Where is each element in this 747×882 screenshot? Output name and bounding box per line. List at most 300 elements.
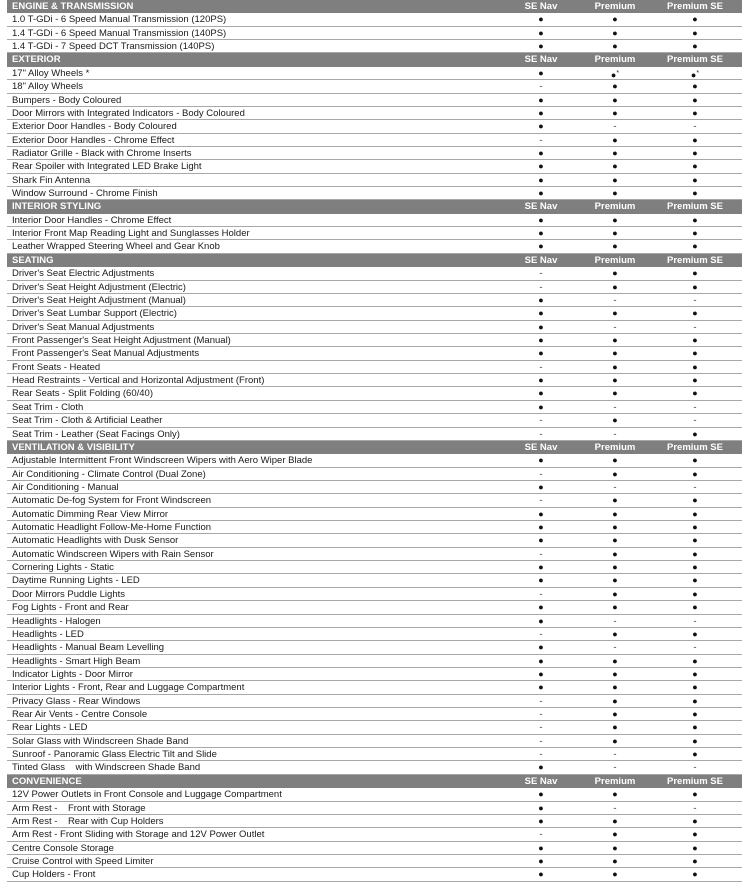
standard-feature-icon <box>506 334 576 347</box>
not-available-dash: - <box>613 481 617 493</box>
feature-label: Radiator Grille - Black with Chrome Inserts <box>12 147 192 159</box>
table-row <box>7 120 742 133</box>
bullet-icon: ● <box>692 107 698 118</box>
feature-label: Automatic Headlight Follow-Me-Home Function <box>12 522 212 534</box>
bullet-icon: ● <box>612 735 618 746</box>
bullet-icon: ● <box>692 856 698 866</box>
feature-label: Front Seats - Heated <box>12 361 101 373</box>
not-available-dash: - <box>613 749 617 761</box>
bullet-icon: ● <box>538 802 544 813</box>
standard-feature-icon <box>506 454 576 467</box>
bullet-icon: ● <box>612 682 618 693</box>
not-available-dash: - <box>693 294 697 306</box>
bullet-icon: ● <box>612 268 618 279</box>
column-header-premium-se: Premium SE <box>667 54 723 66</box>
table-row <box>7 548 742 561</box>
bullet-icon: ● <box>612 722 618 733</box>
bullet-icon: ● <box>612 655 618 666</box>
standard-feature-icon <box>506 307 576 320</box>
bullet-icon: ● <box>612 548 618 559</box>
standard-feature-icon <box>580 187 650 200</box>
bullet-icon: ● <box>692 455 698 466</box>
bullet-icon: ● <box>538 508 544 519</box>
column-header-premium: Premium <box>594 254 636 266</box>
section-header-ventilation-visibility <box>7 441 742 454</box>
column-header-premium-se: Premium SE <box>667 775 723 787</box>
column-header-premium: Premium <box>594 54 636 66</box>
standard-feature-icon <box>660 561 730 574</box>
feature-label: Driver's Seat Manual Adjustments <box>12 321 155 333</box>
standard-feature-icon <box>660 534 730 547</box>
bullet-icon: ● <box>612 628 618 639</box>
feature-label: Daytime Running Lights - LED <box>12 575 140 587</box>
not-available-dash: - <box>693 321 697 333</box>
feature-label: 1.4 T-GDi - 7 Speed DCT Transmission (140PS) <box>12 41 215 53</box>
bullet-icon: ● <box>538 294 544 305</box>
standard-feature-icon <box>506 815 576 828</box>
standard-feature-icon <box>506 214 576 227</box>
bullet-icon: ● <box>538 121 544 132</box>
section-header-interior-styling <box>7 200 742 213</box>
standard-feature-icon <box>580 721 650 734</box>
standard-feature-icon <box>580 267 650 280</box>
standard-feature-icon <box>580 94 650 107</box>
table-row <box>7 334 742 347</box>
bullet-icon: ● <box>538 228 544 239</box>
standard-feature-icon <box>506 94 576 107</box>
not-available-dash: - <box>539 268 543 280</box>
bullet-icon: ● <box>538 562 544 573</box>
table-row <box>7 588 742 601</box>
column-header-premium-se: Premium SE <box>667 201 723 213</box>
footnote-asterisk: * <box>696 69 700 77</box>
standard-feature-icon <box>580 40 650 53</box>
standard-feature-icon <box>506 294 576 307</box>
standard-feature-icon <box>580 214 650 227</box>
bullet-icon: ● <box>538 401 544 412</box>
bullet-icon: ● <box>538 762 544 773</box>
standard-feature-icon <box>506 401 576 414</box>
standard-feature-icon <box>506 601 576 614</box>
standard-feature-icon <box>580 628 650 641</box>
standard-feature-icon <box>660 147 730 160</box>
bullet-icon: ● <box>690 69 697 80</box>
standard-feature-icon <box>506 27 576 40</box>
standard-feature-icon <box>660 628 730 641</box>
bullet-icon: ● <box>612 81 618 92</box>
bullet-icon: ● <box>612 668 618 679</box>
table-row <box>7 641 742 654</box>
column-header-premium: Premium <box>594 441 636 453</box>
table-row <box>7 27 742 40</box>
table-row <box>7 321 742 334</box>
standard-feature-icon <box>506 147 576 160</box>
standard-feature-icon <box>506 160 576 173</box>
bullet-icon: ● <box>538 375 544 386</box>
table-row <box>7 628 742 641</box>
feature-label: Headlights - Manual Beam Levelling <box>12 642 165 654</box>
bullet-icon: ● <box>692 548 698 559</box>
bullet-icon: ● <box>538 642 544 653</box>
standard-feature-icon <box>580 842 650 855</box>
feature-label: Exterior Door Handles - Body Coloured <box>12 121 177 133</box>
bullet-icon: ● <box>612 241 618 252</box>
bullet-icon: ● <box>612 161 618 172</box>
bullet-icon: ● <box>692 147 698 158</box>
bullet-icon: ● <box>538 815 544 826</box>
not-available-dash: - <box>613 294 617 306</box>
bullet-icon: ● <box>612 361 618 372</box>
bullet-icon: ● <box>538 188 544 199</box>
section-title: EXTERIOR <box>12 54 61 66</box>
feature-label: Bumpers - Body Coloured <box>12 94 122 106</box>
standard-feature-icon <box>580 13 650 26</box>
standard-feature-icon <box>660 855 730 868</box>
standard-feature-icon <box>580 387 650 400</box>
standard-feature-icon <box>506 347 576 360</box>
bullet-icon: ● <box>612 334 618 345</box>
bullet-icon: ● <box>692 668 698 679</box>
table-row <box>7 67 742 80</box>
bullet-icon: ● <box>538 856 544 866</box>
standard-feature-icon <box>506 174 576 187</box>
feature-label: Centre Console Storage <box>12 842 114 854</box>
standard-feature-icon <box>580 868 650 881</box>
section-title: INTERIOR STYLING <box>12 201 102 213</box>
feature-label: Fog Lights - Front and Rear <box>12 602 129 614</box>
bullet-icon: ● <box>612 27 618 38</box>
bullet-icon: ● <box>692 562 698 573</box>
standard-feature-icon <box>506 668 576 681</box>
not-available-dash: - <box>613 762 617 774</box>
feature-label: Interior Door Handles - Chrome Effect <box>12 214 172 226</box>
bullet-icon: ● <box>538 655 544 666</box>
feature-label: Arm Rest - Front Sliding with Storage and 12V Power Outlet <box>12 829 265 841</box>
bullet-icon: ● <box>692 789 698 800</box>
bullet-icon: ● <box>692 735 698 746</box>
feature-label: Automatic Headlights with Dusk Sensor <box>12 535 179 547</box>
table-row <box>7 668 742 681</box>
bullet-icon: ● <box>612 829 618 840</box>
table-row <box>7 227 742 240</box>
feature-label: 1.0 T-GDi - 6 Speed Manual Transmission (120PS) <box>12 14 227 26</box>
standard-feature-icon <box>580 147 650 160</box>
standard-feature-icon <box>660 721 730 734</box>
bullet-icon: ● <box>692 268 698 279</box>
standard-feature-icon <box>506 868 576 881</box>
bullet-icon: ● <box>612 134 618 145</box>
feature-label: Leather Wrapped Steering Wheel and Gear Knob <box>12 241 220 253</box>
standard-feature-icon <box>660 107 730 120</box>
standard-feature-icon <box>660 655 730 668</box>
bullet-icon: ● <box>612 415 618 426</box>
bullet-icon: ● <box>692 214 698 225</box>
bullet-icon: ● <box>612 94 618 105</box>
standard-feature-icon <box>660 187 730 200</box>
section-title: ENGINE & TRANSMISSION <box>12 1 134 12</box>
bullet-icon: ● <box>538 348 544 359</box>
table-row <box>7 615 742 628</box>
feature-label: Seat Trim - Cloth <box>12 401 84 413</box>
standard-feature-icon <box>660 548 730 561</box>
table-row <box>7 735 742 748</box>
bullet-icon: ● <box>612 588 618 599</box>
column-header-premium: Premium <box>594 775 636 787</box>
table-row <box>7 521 742 534</box>
standard-feature-icon <box>660 40 730 53</box>
table-row <box>7 828 742 841</box>
standard-feature-icon <box>506 842 576 855</box>
not-available-dash: - <box>613 321 617 333</box>
bullet-icon: ● <box>612 147 618 158</box>
bullet-icon: ● <box>538 214 544 225</box>
standard-feature-icon <box>580 815 650 828</box>
standard-feature-icon <box>580 160 650 173</box>
bullet-icon: ● <box>692 188 698 199</box>
bullet-icon: ● <box>538 481 544 492</box>
standard-feature-icon <box>660 80 730 93</box>
bullet-icon: ● <box>692 655 698 666</box>
not-available-dash: - <box>613 428 617 440</box>
bullet-icon: ● <box>692 428 698 439</box>
table-row <box>7 855 742 868</box>
table-row <box>7 267 742 280</box>
standard-feature-icon <box>580 708 650 721</box>
standard-feature-icon <box>580 134 650 147</box>
feature-label: Privacy Glass - Rear Windows <box>12 695 141 707</box>
column-header-se-nav: SE Nav <box>524 1 558 12</box>
standard-feature-icon <box>506 187 576 200</box>
bullet-icon: ● <box>692 14 698 25</box>
bullet-icon: ● <box>612 869 618 880</box>
not-available-dash: - <box>613 802 617 814</box>
standard-feature-icon <box>506 40 576 53</box>
bullet-icon: ● <box>692 94 698 105</box>
feature-label: Rear Lights - LED <box>12 722 88 734</box>
feature-label: Rear Spoiler with Integrated LED Brake Light <box>12 161 202 173</box>
table-row <box>7 761 742 774</box>
standard-feature-icon <box>506 321 576 334</box>
standard-feature-icon <box>660 374 730 387</box>
feature-label: Automatic Dimming Rear View Mirror <box>12 508 169 520</box>
bullet-icon: ● <box>692 281 698 292</box>
bullet-icon: ● <box>538 107 544 118</box>
standard-feature-icon <box>580 468 650 481</box>
table-row <box>7 695 742 708</box>
feature-label: Rear Seats - Split Folding (60/40) <box>12 388 153 400</box>
standard-feature-icon <box>580 361 650 374</box>
bullet-icon: ● <box>538 869 544 880</box>
standard-feature-icon <box>506 788 576 801</box>
bullet-icon: ● <box>692 174 698 185</box>
standard-feature-icon <box>580 80 650 93</box>
bullet-icon: ● <box>538 535 544 546</box>
feature-label: Driver's Seat Height Adjustment (Manual) <box>12 294 186 306</box>
bullet-icon: ● <box>538 94 544 105</box>
table-row <box>7 374 742 387</box>
bullet-icon: ● <box>612 602 618 613</box>
bullet-icon: ● <box>538 668 544 679</box>
table-row <box>7 428 742 441</box>
bullet-icon: ● <box>612 789 618 800</box>
standard-feature-icon <box>506 240 576 253</box>
table-row <box>7 494 742 507</box>
feature-label: Door Mirrors with Integrated Indicators - Body Coloured <box>12 107 245 119</box>
bullet-icon: ● <box>692 495 698 506</box>
standard-feature-icon <box>506 534 576 547</box>
table-row <box>7 481 742 494</box>
standard-feature-icon <box>660 240 730 253</box>
bullet-icon: ● <box>612 856 618 866</box>
standard-feature-icon <box>660 708 730 721</box>
standard-feature-icon <box>580 307 650 320</box>
standard-feature-icon <box>580 454 650 467</box>
standard-feature-icon <box>660 574 730 587</box>
table-row <box>7 574 742 587</box>
standard-feature-icon <box>580 494 650 507</box>
table-row <box>7 294 742 307</box>
standard-feature-icon <box>660 588 730 601</box>
bullet-icon: ● <box>692 628 698 639</box>
table-row <box>7 468 742 481</box>
column-header-premium-se: Premium SE <box>667 441 723 453</box>
table-row <box>7 281 742 294</box>
bullet-icon: ● <box>612 695 618 706</box>
section-title: VENTILATION & VISIBILITY <box>12 441 135 453</box>
bullet-icon: ● <box>612 468 618 479</box>
standard-feature-icon <box>580 174 650 187</box>
feature-label: Interior Front Map Reading Light and Sunglasses Holder <box>12 228 250 240</box>
not-available-dash: - <box>693 415 697 427</box>
not-available-dash: - <box>613 401 617 413</box>
standard-feature-icon <box>580 735 650 748</box>
not-available-dash: - <box>539 628 543 640</box>
table-row <box>7 307 742 320</box>
bullet-icon: ● <box>692 161 698 172</box>
bullet-icon: ● <box>612 709 618 720</box>
table-row <box>7 387 742 400</box>
standard-feature-icon <box>580 655 650 668</box>
table-row <box>7 708 742 721</box>
feature-label: Air Conditioning - Climate Control (Dual Zone) <box>12 468 206 480</box>
bullet-icon: ● <box>612 455 618 466</box>
standard-feature-icon <box>506 67 576 80</box>
not-available-dash: - <box>539 415 543 427</box>
bullet-icon: ● <box>538 615 544 626</box>
standard-feature-icon <box>580 534 650 547</box>
standard-feature-icon <box>660 267 730 280</box>
standard-feature-icon <box>506 374 576 387</box>
column-header-se-nav: SE Nav <box>524 254 558 266</box>
column-header-premium: Premium <box>594 1 636 12</box>
bullet-icon: ● <box>538 334 544 345</box>
feature-label: Cornering Lights - Static <box>12 562 114 574</box>
bullet-icon: ● <box>692 869 698 880</box>
standard-feature-icon <box>580 374 650 387</box>
feature-label: Adjustable Intermittent Front Windscreen Wipers with Aero Wiper Blade <box>12 455 313 467</box>
bullet-icon: ● <box>612 508 618 519</box>
standard-feature-icon <box>660 828 730 841</box>
feature-label: Air Conditioning - Manual <box>12 481 119 493</box>
table-row <box>7 534 742 547</box>
bullet-icon: ● <box>538 161 544 172</box>
standard-feature-icon <box>660 307 730 320</box>
standard-feature-icon <box>506 802 576 815</box>
bullet-icon: ● <box>538 321 544 332</box>
not-available-dash: - <box>539 281 543 293</box>
bullet-icon: ● <box>612 107 618 118</box>
bullet-icon: ● <box>610 69 617 80</box>
bullet-icon: ● <box>692 334 698 345</box>
bullet-icon: ● <box>692 375 698 386</box>
not-available-dash: - <box>539 134 543 146</box>
bullet-icon: ● <box>612 14 618 25</box>
table-row <box>7 788 742 801</box>
standard-feature-icon <box>580 855 650 868</box>
standard-feature-icon <box>580 227 650 240</box>
feature-label: Window Surround - Chrome Finish <box>12 188 158 200</box>
bullet-icon: ● <box>692 522 698 533</box>
bullet-icon: ● <box>612 348 618 359</box>
feature-label: Seat Trim - Cloth & Artificial Leather <box>12 415 163 427</box>
standard-feature-icon <box>660 815 730 828</box>
standard-feature-icon <box>580 788 650 801</box>
table-row <box>7 94 742 107</box>
bullet-icon: ● <box>612 575 618 586</box>
bullet-icon: ● <box>538 67 544 78</box>
bullet-icon: ● <box>538 41 544 52</box>
feature-label: Front Passenger's Seat Height Adjustment (Manual) <box>12 334 231 346</box>
table-row <box>7 174 742 187</box>
section-title: CONVENIENCE <box>12 775 82 787</box>
feature-label: Interior Lights - Front, Rear and Luggage Compartment <box>12 682 245 694</box>
table-row <box>7 561 742 574</box>
footnote-asterisk: * <box>616 69 620 77</box>
standard-feature-icon <box>660 748 730 761</box>
feature-label: Headlights - Smart High Beam <box>12 655 141 667</box>
table-row <box>7 655 742 668</box>
bullet-icon: ● <box>612 214 618 225</box>
standard-feature-icon <box>580 574 650 587</box>
bullet-icon: ● <box>538 174 544 185</box>
not-available-dash: - <box>613 615 617 627</box>
table-row <box>7 681 742 694</box>
feature-label: Automatic Windscreen Wipers with Rain Sensor <box>12 548 214 560</box>
standard-feature-icon <box>660 27 730 40</box>
bullet-icon: ● <box>612 535 618 546</box>
table-row <box>7 107 742 120</box>
bullet-icon: ● <box>692 241 698 252</box>
table-row <box>7 147 742 160</box>
bullet-icon: ● <box>692 41 698 52</box>
feature-label: Head Restraints - Vertical and Horizontal Adjustment (Front) <box>12 375 265 387</box>
bullet-icon: ● <box>692 81 698 92</box>
feature-label: Door Mirrors Puddle Lights <box>12 588 125 600</box>
standard-feature-icon <box>580 508 650 521</box>
standard-feature-icon <box>580 668 650 681</box>
standard-feature-icon <box>660 788 730 801</box>
standard-feature-icon <box>660 428 730 441</box>
standard-feature-icon <box>660 361 730 374</box>
standard-feature-icon <box>660 521 730 534</box>
bullet-icon: ● <box>692 468 698 479</box>
standard-feature-icon <box>506 481 576 494</box>
table-row <box>7 454 742 467</box>
feature-label: Exterior Door Handles - Chrome Effect <box>12 134 175 146</box>
standard-feature-icon <box>580 414 650 427</box>
standard-feature-icon <box>580 601 650 614</box>
standard-feature-icon <box>580 521 650 534</box>
